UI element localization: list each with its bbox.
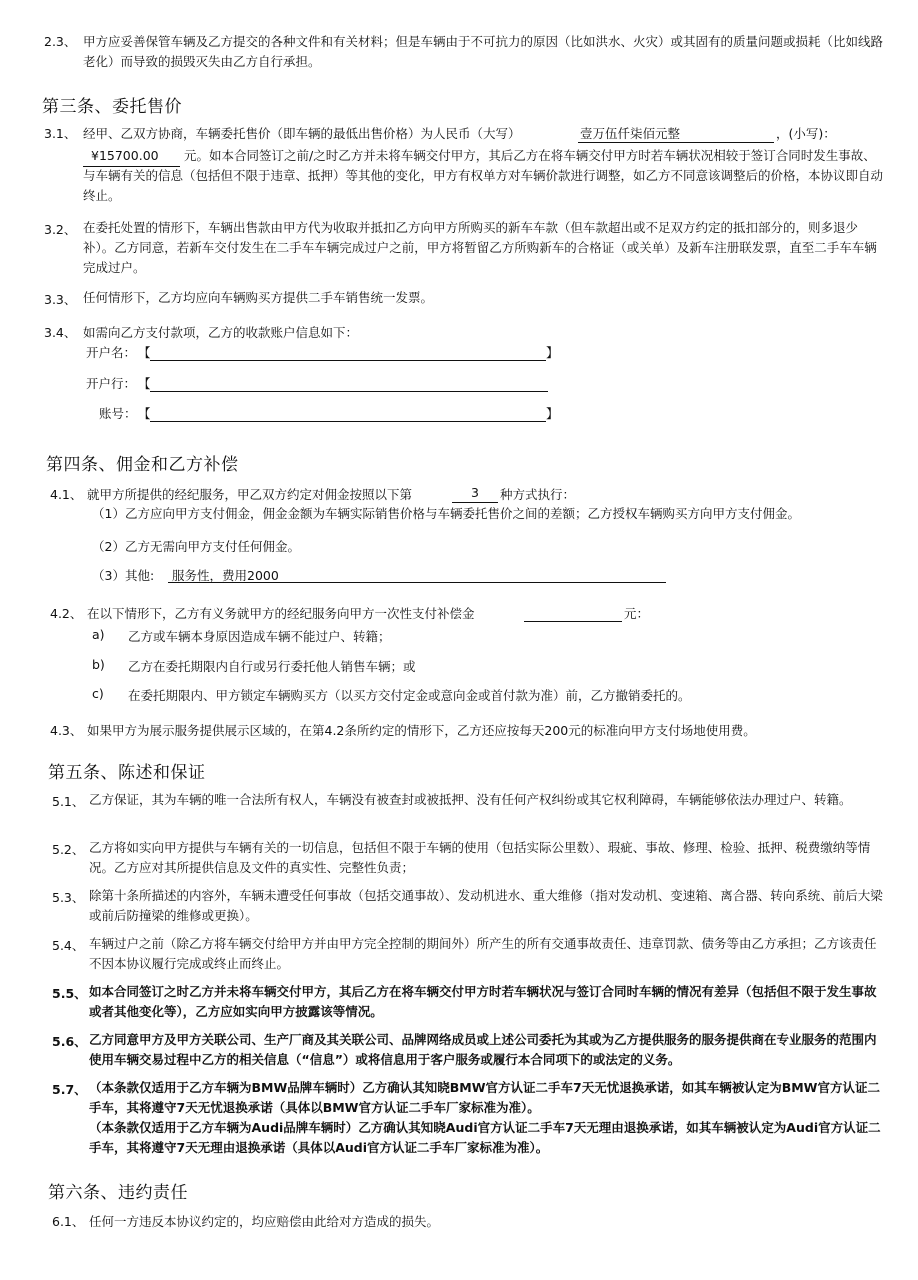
section-6-title: 第六条、违约责任	[48, 1183, 188, 1203]
clause-5-1-text: 乙方保证，其为车辆的唯一合法所有权人，车辆没有被查封或被抵押、没有任何产权纠纷或其它权利障碍，车辆能够依法办理过户、转籍。	[89, 792, 852, 807]
clause-number: 5.7、	[52, 1082, 87, 1097]
clause-number: 3.1、	[44, 126, 77, 141]
list-marker: b)	[92, 657, 105, 672]
commission-option-3-label: （3）其他:	[92, 568, 155, 583]
underline	[578, 142, 774, 143]
clause-number: 6.1、	[52, 1214, 85, 1229]
clause-number: 4.3、	[50, 723, 83, 738]
clause-5-6-text: 乙方同意甲方及甲方关联公司、生产厂商及其关联公司、品牌网络成员或上述公司委托为其或为乙方提供服务的服务提供商在专业服务的范围内使用车辆交易过程中乙方的相关信息（“信息”）或将信息用于客户服务或履行本合同项下的或法定的义务。	[89, 1032, 877, 1067]
clause-number: 3.2、	[44, 222, 77, 237]
clause-4-2-text: 在以下情形下，乙方有义务就甲方的经纪服务向甲方一次性支付补偿金	[87, 606, 475, 621]
bracket: 【	[138, 345, 151, 360]
price-amount-figure: ¥15700.00	[91, 148, 159, 163]
list-marker: a)	[92, 627, 105, 642]
bracket: 【	[138, 376, 151, 391]
section-4-title: 第四条、佣金和乙方补偿	[46, 455, 239, 475]
clause-5-4-text: 车辆过户之前（除乙方将车辆交付给甲方并由甲方完全控制的期间外）所产生的所有交通事故责任、违章罚款、债务等由乙方承担；乙方该责任不因本协议履行完成或终止而终止。	[89, 936, 877, 971]
clause-number: 4.1、	[50, 487, 83, 502]
account-name-field	[150, 360, 546, 361]
clause-3-1-part1: 经甲、乙双方协商，车辆委托售价（即车辆的最低出售价格）为人民币（大写）	[83, 126, 521, 141]
clause-5-3-text: 除第十条所描述的内容外，车辆未遭受任何事故（包括交通事故）、发动机进水、重大维修（指对发动机、变速箱、离合器、转向系统、前后大梁或前后防撞梁的维修或更换）。	[89, 888, 883, 923]
commission-option-1: （1）乙方应向甲方支付佣金，佣金金额为车辆实际销售价格与车辆委托售价之间的差额；乙方授权车辆购买方向甲方支付佣金。	[92, 506, 800, 521]
account-name-label: 开户名：	[86, 345, 137, 360]
commission-option-2: （2）乙方无需向甲方支付任何佣金。	[92, 539, 300, 554]
clause-3-2-text: 在委托处置的情形下，车辆出售款由甲方代为收取并抵扣乙方向甲方所购买的新车车款（但车款超出或不足双方约定的抵扣部分的，则多退少补）。乙方同意，若新车交付发生在二手车车辆完成过户之前，甲方将暂留乙方所购新车的合格证（或关单）及新车注册联发票，直至二手车车辆完成过户。	[83, 220, 877, 275]
section-5-title: 第五条、陈述和保证	[48, 763, 206, 783]
clause-4-2-unit: 元：	[624, 606, 650, 621]
price-amount-words: 壹万伍仟柒佰元整	[580, 126, 681, 141]
list-item: 在委托期限内、甲方锁定车辆购买方（以买方交付定金或意向金或首付款为准）前，乙方撤销委托的。	[128, 688, 691, 703]
clause-number: 3.4、	[44, 325, 77, 340]
bracket: 【	[138, 406, 151, 421]
list-item: 乙方在委托期限内自行或另行委托他人销售车辆；或	[128, 659, 416, 674]
clause-4-1-part1: 就甲方所提供的经纪服务，甲乙双方约定对佣金按照以下第	[87, 487, 413, 502]
bracket: 】	[546, 345, 559, 360]
clause-5-7-audi-text: （本条款仅适用于乙方车辆为Audi品牌车辆时）乙方确认其知晓Audi官方认证二手车7天无理由退换承诺，如其车辆被认定为Audi官方认证二手车，其将遵守7天无理由退换承诺（具体以Audi官方认证二手车厂家标准为准）。	[89, 1120, 881, 1155]
clause-5-5-text: 如本合同签订之时乙方并未将车辆交付甲方，其后乙方在将车辆交付甲方时若车辆状况与签订合同时车辆的情况有差异（包括但不限于发生事故或者其他变化等），乙方应如实向甲方披露该等情况。	[89, 984, 877, 1019]
account-number-field	[150, 421, 546, 422]
clause-5-2-text: 乙方将如实向甲方提供与车辆有关的一切信息，包括但不限于车辆的使用（包括实际公里数）、瑕疵、事故、修理、检验、抵押、税费缴纳等情况。乙方应对其所提供信息及文件的真实性、完整性负责；	[89, 840, 871, 875]
clause-number: 3.3、	[44, 292, 77, 307]
clause-number: 5.6、	[52, 1034, 87, 1049]
clause-5-7-bmw-text: （本条款仅适用于乙方车辆为BMW品牌车辆时）乙方确认其知晓BMW官方认证二手车7天无忧退换承诺，如其车辆被认定为BMW官方认证二手车，其将遵守7天无忧退换承诺（具体以BMW官方认证二手车厂家标准为准）。	[89, 1080, 880, 1115]
section-3-title: 第三条、委托售价	[42, 97, 182, 117]
clause-number: 5.4、	[52, 938, 85, 953]
clause-number: 5.3、	[52, 890, 85, 905]
clause-6-1-text: 任何一方违反本协议约定的，均应赔偿由此给对方造成的损失。	[89, 1214, 440, 1229]
clause-3-1-part2: ，(小写)：	[776, 126, 836, 141]
commission-option-3-value: 服务性，费用2000	[172, 568, 279, 583]
list-item: 乙方或车辆本身原因造成车辆不能过户、转籍；	[128, 629, 391, 644]
list-marker: c)	[92, 686, 104, 701]
clause-4-3-text: 如果甲方为展示服务提供展示区域的，在第4.2条所约定的情形下，乙方还应按每天200元的标准向甲方支付场地使用费。	[87, 723, 756, 738]
clause-4-1-part2: 种方式执行：	[500, 487, 576, 502]
bank-label: 开户行：	[86, 376, 137, 391]
underline	[168, 582, 666, 583]
clause-2-3-text: 甲方应妥善保管车辆及乙方提交的各种文件和有关材料；但是车辆由于不可抗力的原因（比如洪水、火灾）或其固有的质量问题或损耗（比如线路老化）而导致的损毁灭失由乙方自行承担。	[83, 34, 884, 69]
clause-3-1-part3: 元。如本合同签订之前/之时乙方并未将车辆交付甲方，其后乙方在将车辆交付甲方时若车辆状况相较于签订合同时发生事故、与车辆有关的信息（包括但不限于违章、抵押）等其他的变化，甲方有权单方对车辆价款进行调整，如乙方不同意该调整后的价格，本协议即自动终止。	[83, 148, 884, 203]
clause-number: 5.1、	[52, 794, 85, 809]
bracket: 】	[546, 406, 559, 421]
clause-number: 2.3、	[44, 34, 77, 49]
clause-number: 5.5、	[52, 986, 87, 1001]
commission-choice: 3	[471, 485, 479, 500]
clause-number: 5.2、	[52, 842, 85, 857]
account-number-label: 账号：	[99, 406, 137, 421]
underline	[452, 502, 498, 503]
clause-3-4-text: 如需向乙方支付款项，乙方的收款账户信息如下：	[83, 325, 359, 340]
bank-field	[150, 391, 548, 392]
clause-3-3-text: 任何情形下，乙方均应向车辆购买方提供二手车销售统一发票。	[83, 290, 434, 305]
clause-number: 4.2、	[50, 606, 83, 621]
compensation-amount-field	[524, 621, 622, 622]
